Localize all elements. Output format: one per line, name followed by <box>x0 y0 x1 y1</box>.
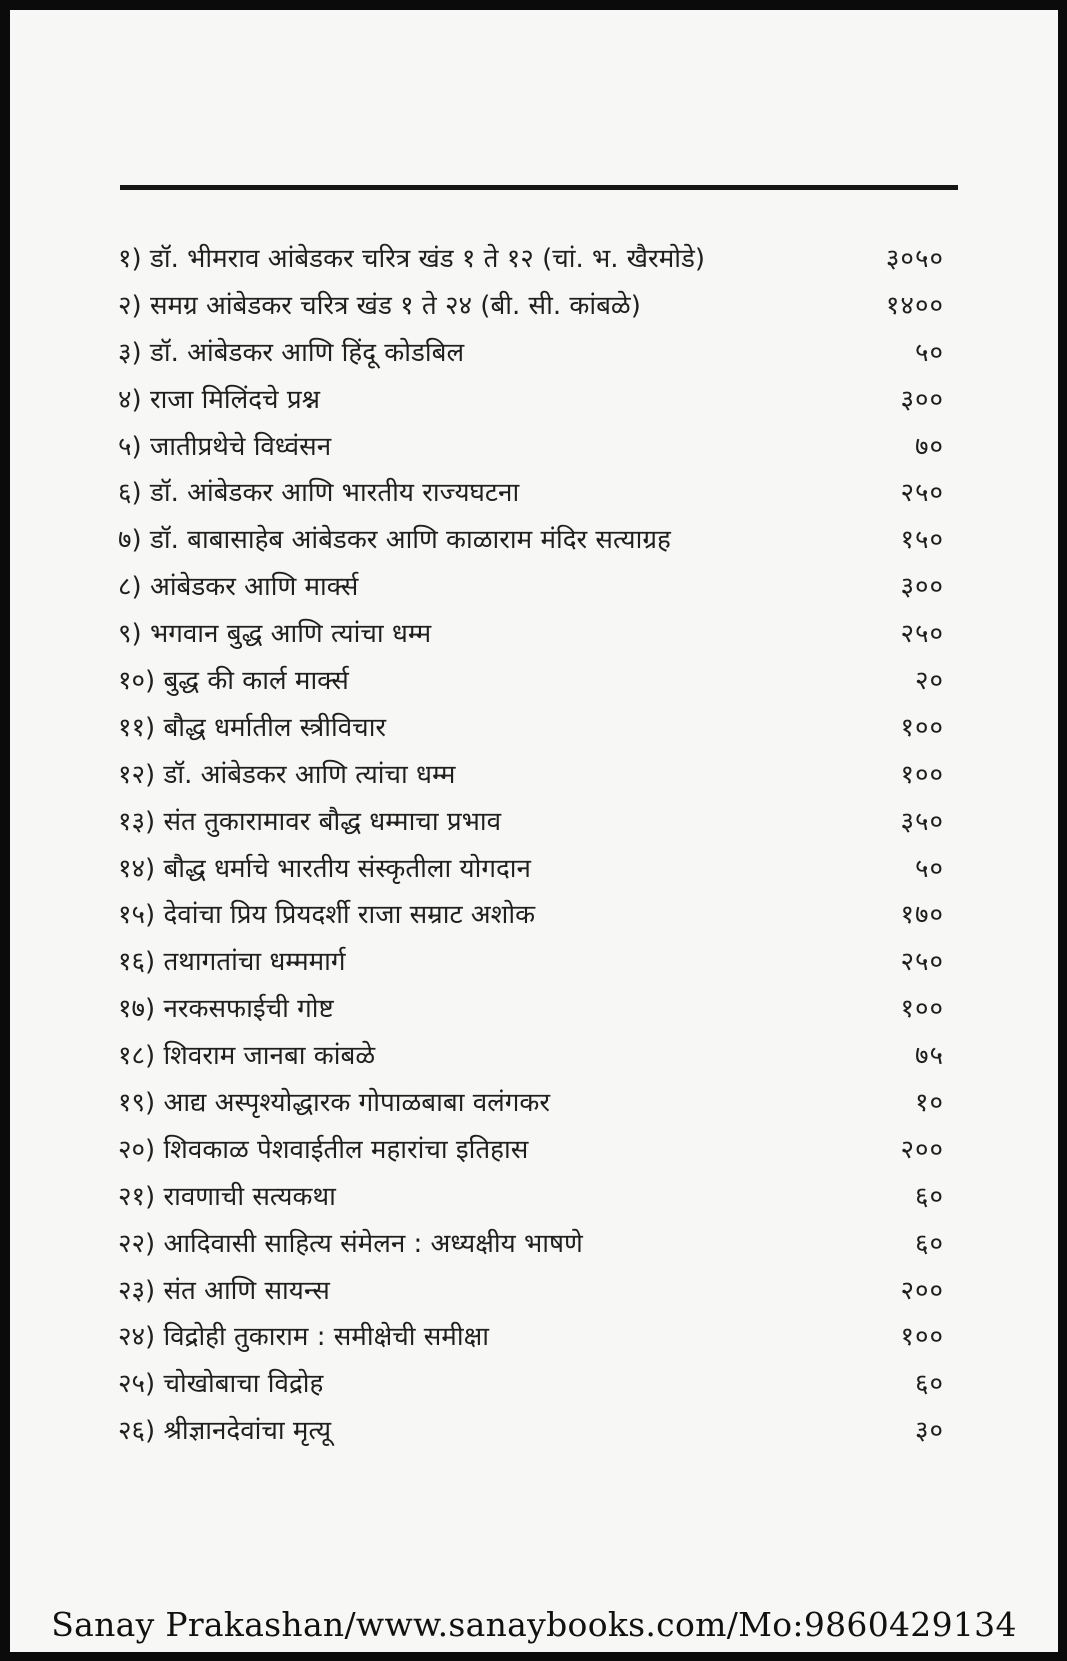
item-title: बौद्ध धर्माचे भारतीय संस्कृतीला योगदान <box>163 853 531 884</box>
list-item <box>118 799 958 846</box>
list-item <box>118 846 958 893</box>
item-title: डॉ. भीमराव आंबेडकर चरित्र खंड १ ते १२ (चां. भ. खैरमोडे) <box>149 244 706 274</box>
item-price: ६० <box>914 1181 944 1212</box>
item-price: २५० <box>900 947 944 978</box>
item-title: चोखोबाचा विद्रोह <box>163 1369 324 1400</box>
list-item <box>118 283 958 330</box>
item-number: ९) <box>118 619 142 650</box>
item-title: भगवान बुद्ध आणि त्यांचा धम्म <box>149 619 432 650</box>
item-number: ७) <box>118 525 142 556</box>
list-item <box>118 330 958 377</box>
item-number: २) <box>118 290 142 321</box>
item-price: २०० <box>900 1275 944 1306</box>
item-title: जातीप्रथेचे विध्वंसन <box>149 431 332 462</box>
item-title: राजा मिलिंदचे प्रश्न <box>149 384 320 415</box>
item-number: २१) <box>118 1181 156 1212</box>
item-price: ३०० <box>900 572 944 603</box>
item-number: १४) <box>118 853 156 884</box>
item-price: ३५० <box>900 806 944 837</box>
list-item <box>118 705 958 752</box>
item-title: विद्रोही तुकाराम : समीक्षेची समीक्षा <box>163 1322 489 1353</box>
item-price: २०० <box>900 1134 944 1165</box>
item-title: डॉ. आंबेडकर आणि हिंदू कोडबिल <box>149 337 465 368</box>
item-title: बौद्ध धर्मातील स्त्रीविचार <box>163 712 387 743</box>
item-number: २५) <box>118 1369 156 1400</box>
item-title: शिवराम जानबा कांबळे <box>163 1041 376 1072</box>
item-number: ५) <box>118 431 142 462</box>
item-price: १०० <box>900 712 944 743</box>
item-price: २५० <box>900 478 944 509</box>
list-item <box>118 658 958 705</box>
item-title: संत तुकारामावर बौद्ध धम्माचा प्रभाव <box>163 806 502 837</box>
item-number: १०) <box>118 666 156 697</box>
item-number: २०) <box>118 1134 156 1165</box>
item-title: समग्र आंबेडकर चरित्र खंड १ ते २४ (बी. सी. कांबळे) <box>149 290 641 321</box>
item-number: १३) <box>118 806 156 837</box>
book-list-page <box>10 10 1058 1652</box>
item-number: २४) <box>118 1322 156 1353</box>
book-list <box>118 236 958 1455</box>
item-price: ५० <box>914 337 944 368</box>
item-title: डॉ. बाबासाहेब आंबेडकर आणि काळाराम मंदिर सत्याग्रह <box>149 525 671 556</box>
item-price: १५० <box>900 525 944 556</box>
list-item <box>118 236 958 283</box>
item-number: १७) <box>118 994 156 1025</box>
item-title: आदिवासी साहित्य संमेलन : अध्यक्षीय भाषणे <box>163 1228 583 1259</box>
publisher-footer: Sanay Prakashan/www.sanaybooks.com/Mo:9860429134 <box>51 1605 1017 1644</box>
item-number: ११) <box>118 712 156 743</box>
list-item <box>118 1033 958 1080</box>
item-price: १४०० <box>885 290 944 321</box>
item-number: १२) <box>118 759 156 790</box>
item-title: आंबेडकर आणि मार्क्स <box>149 572 359 603</box>
list-item <box>118 892 958 939</box>
item-number: ४) <box>118 384 142 415</box>
item-number: ६) <box>118 478 142 509</box>
item-price: ३०० <box>900 384 944 415</box>
item-number: २३) <box>118 1275 156 1306</box>
item-price: ७० <box>914 431 944 462</box>
item-number: २६) <box>118 1416 156 1447</box>
item-number: २२) <box>118 1228 156 1259</box>
item-title: डॉ. आंबेडकर आणि त्यांचा धम्म <box>163 759 456 790</box>
item-price: १०० <box>900 1322 944 1353</box>
item-title: रावणाची सत्यकथा <box>163 1181 336 1212</box>
item-title: आद्य अस्पृश्योद्धारक गोपाळबाबा वलंगकर <box>163 1088 551 1119</box>
list-item <box>118 1080 958 1127</box>
list-item <box>118 939 958 986</box>
item-price: ५० <box>914 853 944 884</box>
item-title: संत आणि सायन्स <box>163 1275 330 1306</box>
item-price: ३० <box>914 1416 944 1447</box>
item-number: १) <box>118 244 142 274</box>
list-item <box>118 986 958 1033</box>
list-item <box>118 424 958 471</box>
item-price: ६० <box>914 1369 944 1400</box>
item-title: नरकसफाईची गोष्ट <box>163 994 334 1025</box>
item-title: देवांचा प्रिय प्रियदर्शी राजा सम्राट अशोक <box>163 900 536 931</box>
item-price: २० <box>914 666 944 697</box>
item-price: २५० <box>900 619 944 650</box>
item-number: ३) <box>118 337 142 368</box>
list-item <box>118 1361 958 1408</box>
list-item <box>118 564 958 611</box>
item-number: ८) <box>118 572 142 603</box>
list-item <box>118 752 958 799</box>
top-rule <box>120 185 958 190</box>
list-item <box>118 1408 958 1455</box>
item-price: ६० <box>914 1228 944 1259</box>
list-item <box>118 1314 958 1361</box>
list-item <box>118 1174 958 1221</box>
item-number: १६) <box>118 947 156 978</box>
item-price: १०० <box>900 759 944 790</box>
list-item <box>118 517 958 564</box>
list-item <box>118 611 958 658</box>
item-number: १५) <box>118 900 156 931</box>
list-item <box>118 1127 958 1174</box>
item-title: श्रीज्ञानदेवांचा मृत्यू <box>163 1416 332 1447</box>
list-item <box>118 1268 958 1315</box>
item-number: १९) <box>118 1088 156 1119</box>
item-price: १० <box>914 1088 944 1119</box>
item-title: शिवकाळ पेशवाईतील महारांचा इतिहास <box>163 1134 529 1165</box>
item-title: बुद्ध की कार्ल मार्क्स <box>163 666 349 697</box>
list-item <box>118 470 958 517</box>
list-item <box>118 1221 958 1268</box>
item-number: १८) <box>118 1041 156 1072</box>
item-price: १०० <box>900 994 944 1025</box>
item-price: ३०५० <box>885 244 944 274</box>
list-item <box>118 377 958 424</box>
item-title: तथागतांचा धम्ममार्ग <box>163 947 346 978</box>
item-price: ७५ <box>914 1041 944 1072</box>
item-price: १७० <box>900 900 944 931</box>
item-title: डॉ. आंबेडकर आणि भारतीय राज्यघटना <box>149 478 520 509</box>
